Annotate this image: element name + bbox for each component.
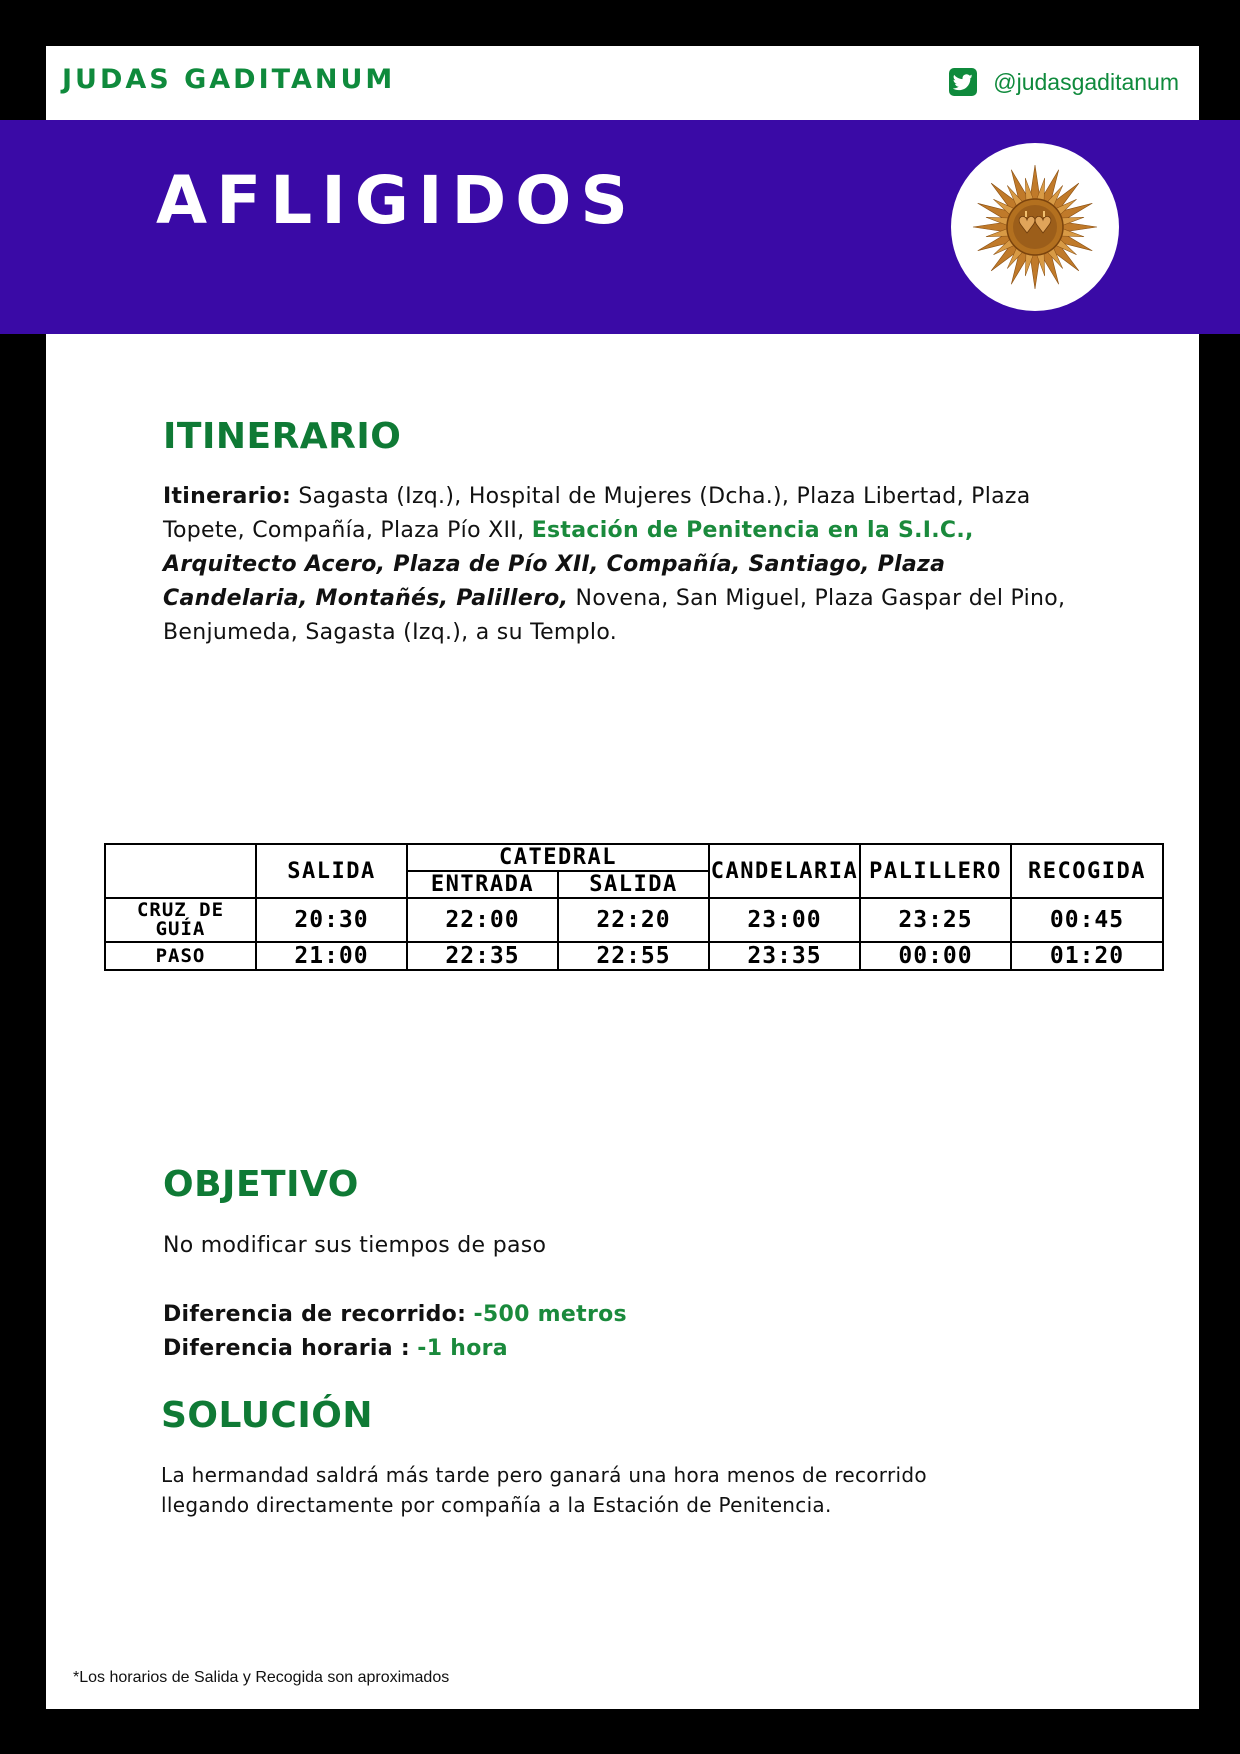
header-palillero: PALILLERO xyxy=(860,844,1011,898)
diferencia-recorrido xyxy=(163,1298,627,1332)
itinerario-part3: Novena, San Miguel, Plaza Gaspar del Pino, Benjumeda, Sagasta (Izq.), a su Templo. xyxy=(163,586,1066,645)
cell-entrada: 22:35 xyxy=(407,942,558,970)
diferencia-horaria xyxy=(163,1332,508,1366)
cell-candelaria: 23:00 xyxy=(709,898,860,942)
header-catedral-entrada: ENTRADA xyxy=(407,871,558,898)
cell-recogida: 00:45 xyxy=(1011,898,1163,942)
solucion-heading: SOLUCIÓN xyxy=(161,1395,373,1436)
header-catedral: CATEDRAL xyxy=(407,844,709,871)
row-label-cruz-de-guia: CRUZ DE GUÍA xyxy=(105,898,256,942)
sunburst-hearts-emblem-icon xyxy=(951,143,1119,311)
cell-candelaria: 23:35 xyxy=(709,942,860,970)
cell-recogida: 01:20 xyxy=(1011,942,1163,970)
footnote: *Los horarios de Salida y Recogida son aproximados xyxy=(73,1669,450,1686)
header-recogida: RECOGIDA xyxy=(1011,844,1163,898)
twitter-handle: @judasgaditanum xyxy=(993,68,1179,95)
recorrido-value: -500 metros xyxy=(473,1302,627,1327)
horaria-value: -1 hora xyxy=(417,1336,508,1361)
cell-catedral-salida: 22:55 xyxy=(558,942,709,970)
title-banner xyxy=(0,120,1240,334)
objetivo-text: No modificar sus tiempos de paso xyxy=(163,1233,547,1258)
corner-cell xyxy=(105,844,256,898)
header-candelaria: CANDELARIA xyxy=(709,844,860,898)
objetivo-heading: OBJETIVO xyxy=(163,1164,359,1205)
header-salida: SALIDA xyxy=(256,844,407,898)
row-label-paso: PASO xyxy=(105,942,256,970)
twitter-link[interactable] xyxy=(949,68,1179,96)
table-row xyxy=(105,898,1163,942)
header-catedral-salida: SALIDA xyxy=(558,871,709,898)
solucion-text: La hermandad saldrá más tarde pero ganará una hora menos de recorrido llegando directamente por compañía a la Estación de Penitencia. xyxy=(161,1463,927,1517)
cell-salida: 21:00 xyxy=(256,942,407,970)
top-bar xyxy=(46,46,1199,121)
itinerario-text xyxy=(163,480,1083,650)
horaria-label: Diferencia horaria : xyxy=(163,1336,410,1361)
cell-catedral-salida: 22:20 xyxy=(558,898,709,942)
recorrido-label: Diferencia de recorrido: xyxy=(163,1302,467,1327)
cell-palillero: 23:25 xyxy=(860,898,1011,942)
table-row xyxy=(105,942,1163,970)
cell-palillero: 00:00 xyxy=(860,942,1011,970)
twitter-bird-icon xyxy=(949,68,977,96)
page-title: AFLIGIDOS xyxy=(156,162,637,239)
itinerario-heading: ITINERARIO xyxy=(163,416,402,457)
brand-name: JUDAS GADITANUM xyxy=(62,64,396,95)
cell-entrada: 22:00 xyxy=(407,898,558,942)
cell-salida: 20:30 xyxy=(256,898,407,942)
estacion-penitencia-text: Estación de Penitencia en la S.I.C., xyxy=(531,518,974,543)
itinerario-part2: Arquitecto Acero, Plaza de Pío XII, Compañía, Santiago, Plaza Candelaria, Montañés, Palillero, xyxy=(163,552,946,611)
itinerario-part1: Sagasta (Izq.), Hospital de Mujeres (Dcha.), Plaza Libertad, Plaza Topete, Compañía, Plaza Pío XII, xyxy=(163,484,1031,543)
schedule-table xyxy=(104,843,1164,971)
itinerario-label: Itinerario: xyxy=(163,484,292,509)
table-header-row xyxy=(105,844,1163,871)
